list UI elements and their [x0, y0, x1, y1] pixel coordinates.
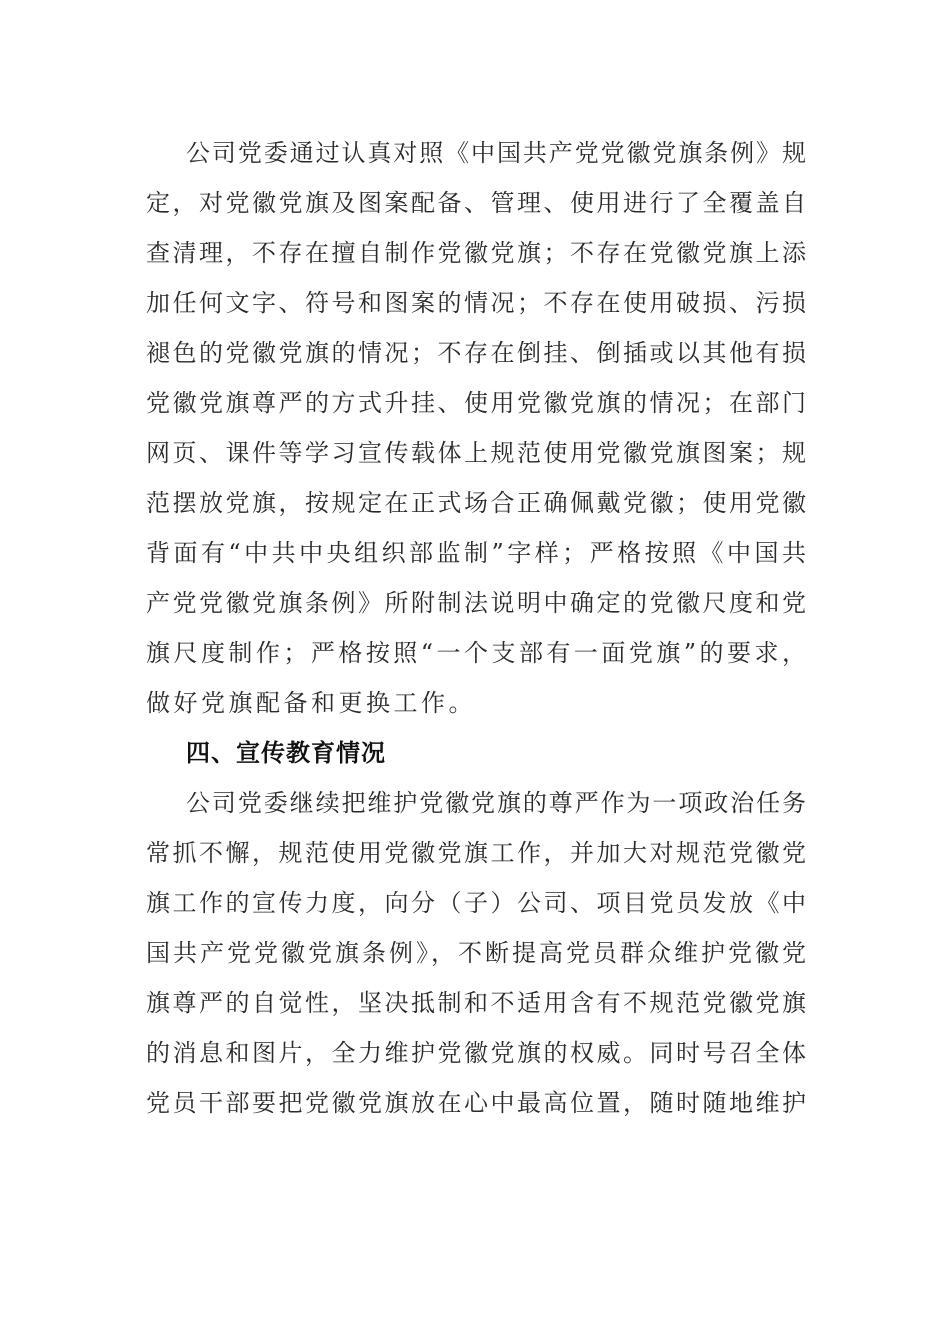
paragraph-line: 党员干部要把党徽党旗放在心中最高位置，随时随地维护 — [146, 1089, 806, 1117]
paragraph-line: 做好党旗配备和更换工作。 — [146, 689, 476, 717]
paragraph-line: 网页、课件等学习宣传载体上规范使用党徽党旗图案；规 — [146, 439, 806, 467]
section-heading: 四、宣传教育情况 — [186, 739, 386, 767]
paragraph-line: 加任何文字、符号和图案的情况；不存在使用破损、污损 — [146, 289, 806, 317]
paragraph-line: 产党党徽党旗条例》所附制法说明中确定的党徽尺度和党 — [146, 589, 806, 617]
paragraph-line: 旗工作的宣传力度，向分（子）公司、项目党员发放《中 — [146, 889, 806, 917]
paragraph-line: 的消息和图片，全力维护党徽党旗的权威。同时号召全体 — [146, 1039, 806, 1067]
paragraph-line: 公司党委继续把维护党徽党旗的尊严作为一项政治任务 — [186, 789, 806, 817]
paragraph-line: 旗尊严的自觉性，坚决抵制和不适用含有不规范党徽党旗 — [146, 989, 806, 1017]
paragraph-line: 背面有“中共中央组织部监制”字样；严格按照《中国共 — [146, 539, 806, 567]
document-body — [146, 128, 806, 1128]
paragraph-publicity-education — [146, 778, 806, 1128]
paragraph-line: 定，对党徽党旗及图案配备、管理、使用进行了全覆盖自 — [146, 189, 806, 217]
paragraph-line: 国共产党党徽党旗条例》，不断提高党员群众维护党徽党 — [146, 939, 806, 967]
paragraph-party-emblem-inspection — [146, 128, 806, 728]
paragraph-line: 常抓不懈，规范使用党徽党旗工作，并加大对规范党徽党 — [146, 839, 806, 867]
paragraph-line: 党徽党旗尊严的方式升挂、使用党徽党旗的情况；在部门 — [146, 389, 806, 417]
paragraph-line: 公司党委通过认真对照《中国共产党党徽党旗条例》规 — [186, 139, 806, 167]
paragraph-line: 褪色的党徽党旗的情况；不存在倒挂、倒插或以其他有损 — [146, 339, 806, 367]
paragraph-line: 旗尺度制作；严格按照“一个支部有一面党旗”的要求， — [146, 639, 806, 667]
paragraph-line: 查清理，不存在擅自制作党徽党旗；不存在党徽党旗上添 — [146, 239, 806, 267]
paragraph-line: 范摆放党旗，按规定在正式场合正确佩戴党徽；使用党徽 — [146, 489, 806, 517]
